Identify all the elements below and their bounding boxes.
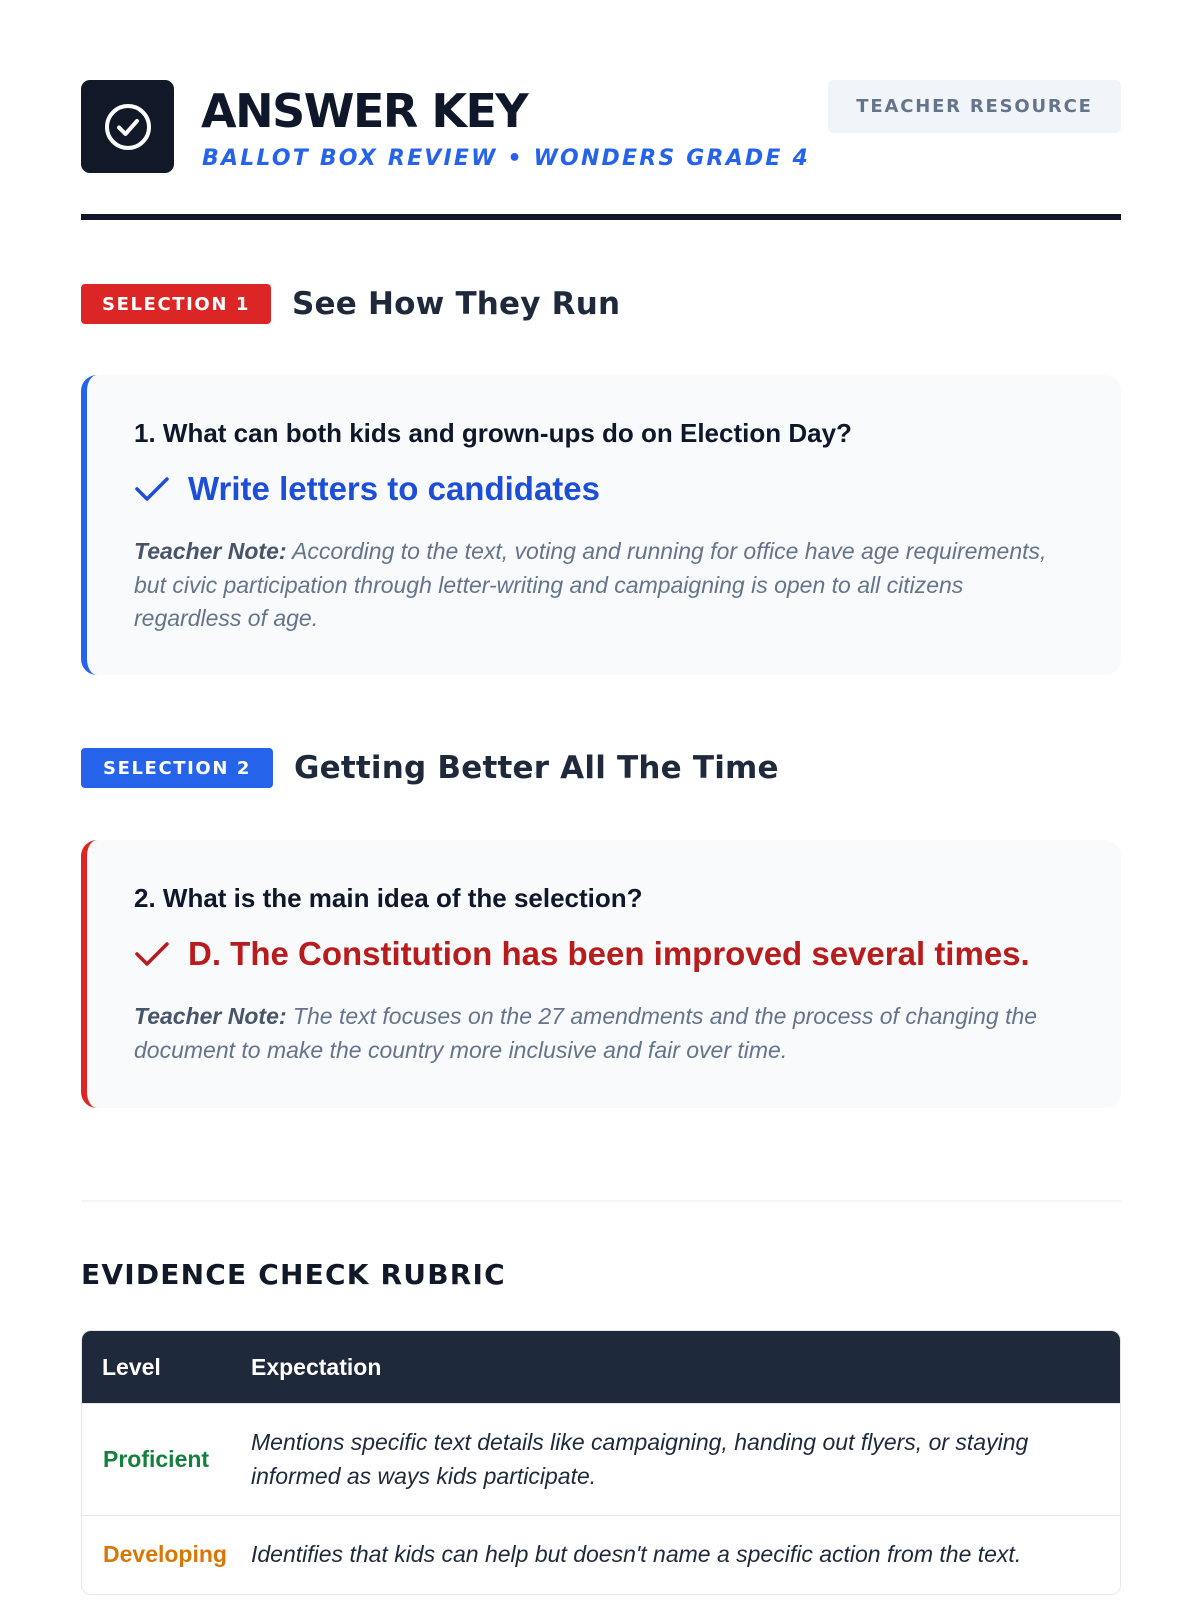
header-divider [81, 214, 1121, 220]
table-row [82, 1515, 1120, 1594]
checkmark-icon [134, 939, 170, 969]
column-header-level: Level [102, 1353, 161, 1380]
table-header [82, 1331, 1120, 1403]
expectation-cell: Identifies that kids can help but doesn't name a specific action from the text. [251, 1541, 1022, 1567]
selection-tag: SELECTION 2 [81, 748, 273, 788]
rubric-title: EVIDENCE CHECK RUBRIC [81, 1258, 506, 1291]
teacher-note-text: The text focuses on the 27 amendments and the process of changing the document to make the country more inclusive and fair over time. [134, 1003, 1038, 1063]
page-title: ANSWER KEY [201, 84, 528, 138]
teacher-note [134, 535, 1077, 636]
selection-1-heading [81, 284, 620, 324]
page-header [81, 80, 1121, 220]
rubric-table [81, 1330, 1121, 1595]
teacher-note-label: Teacher Note: [134, 538, 287, 564]
question-card-2 [81, 840, 1121, 1108]
teacher-resource-badge: TEACHER RESOURCE [828, 80, 1121, 133]
selection-tag: SELECTION 1 [81, 284, 271, 324]
checkmark-icon [134, 474, 170, 504]
expectation-cell: Mentions specific text details like campaigning, handing out flyers, or staying informed as ways kids participate. [251, 1429, 1029, 1489]
selection-title: Getting Better All The Time [294, 750, 779, 786]
correct-answer: Write letters to candidates [188, 470, 601, 507]
teacher-note-label: Teacher Note: [134, 1003, 287, 1029]
table-row [82, 1403, 1120, 1515]
page-subtitle: BALLOT BOX REVIEW • WONDERS GRADE 4 [202, 146, 810, 171]
teacher-note-text: According to the text, voting and running for office have age requirements, but civic participation through letter-writing and campaigning is open to all citizens regardless of age. [134, 538, 1047, 631]
question-text: 1. What can both kids and grown-ups do on Election Day? [134, 418, 852, 448]
answer-key-page [81, 80, 1121, 1568]
level-cell: Developing [103, 1541, 227, 1568]
answer-row [134, 469, 1077, 509]
teacher-note [134, 1000, 1077, 1067]
correct-answer: D. The Constitution has been improved several times. [188, 935, 1030, 972]
question-text: 2. What is the main idea of the selection? [134, 883, 643, 913]
logo [81, 80, 174, 173]
level-cell: Proficient [103, 1446, 210, 1472]
selection-2-heading [81, 748, 779, 788]
column-header-expectation: Expectation [251, 1353, 382, 1380]
check-circle-icon [102, 101, 154, 153]
question-card-1 [81, 375, 1121, 675]
answer-row [134, 934, 1077, 974]
section-divider [81, 1200, 1121, 1202]
selection-title: See How They Run [292, 286, 621, 322]
